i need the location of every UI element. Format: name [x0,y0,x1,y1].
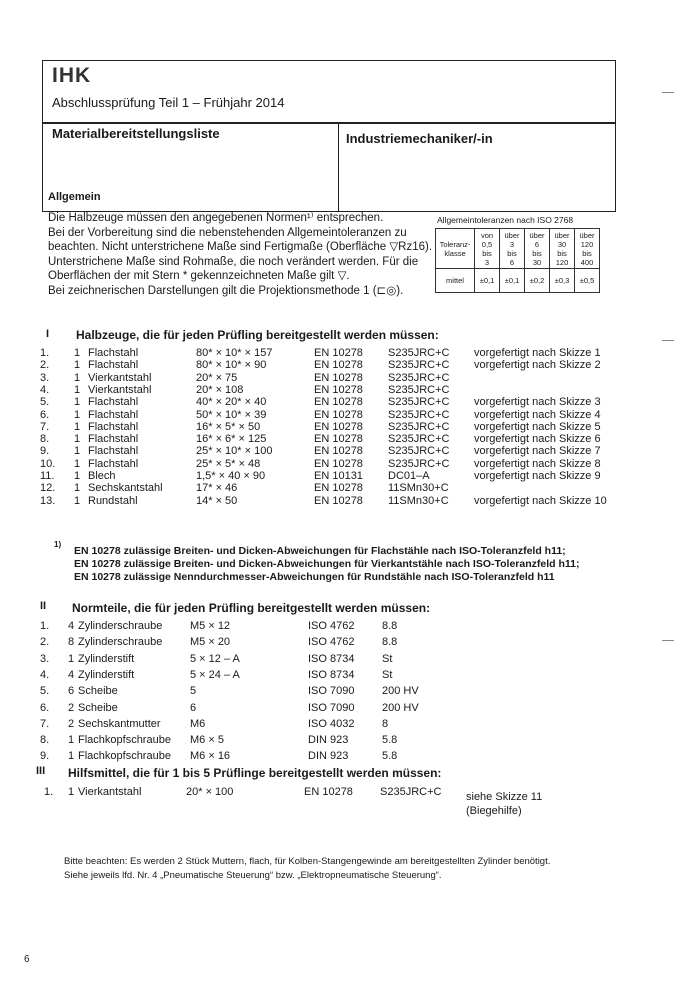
item-qty: 1 [74,445,81,458]
item-mat: S235JRC+C [388,433,450,446]
item-note: vorgefertigt nach Skizze 3 [474,396,601,409]
tol-value: ±0,1 [475,269,500,293]
general-line-4: Unterstrichene Maße sind Rohmaße, die noch verändert werden. Für die [48,255,419,268]
item-norm: EN 10278 [314,408,363,421]
item-name: Rundstahl [88,494,138,507]
item-no: 3. [40,371,50,384]
item-qty: 1 [74,433,81,446]
bottom-note-line-2: Siehe jeweils lfd. Nr. 4 „Pneumatische Steuerung“ bzw. „Elektropneumatische Steuerung“. [64,870,442,881]
item-mat: S235JRC+C [388,347,450,359]
tol-value: ±0,2 [525,269,550,293]
footnote-3: EN 10278 zulässige Nenndurchmesser-Abweichungen für Rundstähle nach ISO-Toleranzfeld h11 [74,571,555,583]
item-note: vorgefertigt nach Skizze 2 [474,359,601,372]
item-mat: S235JRC+C [388,371,450,384]
item-norm: EN 10278 [314,494,363,507]
item-note: vorgefertigt nach Skizze 7 [474,445,601,458]
margin-mark [662,340,674,341]
item-qty: 4 [68,668,75,681]
item-no: 3. [40,652,50,665]
tol-range: über 3 bis 6 [500,229,525,269]
item-qty: 1 [74,371,81,384]
item-note: vorgefertigt nach Skizze 1 [474,347,601,359]
item-no: 5. [40,396,50,409]
item-norm: EN 10278 [314,482,363,495]
item-qty: 8 [68,636,75,649]
tol-range: über 6 bis 30 [525,229,550,269]
section3-numeral: III [36,765,46,777]
item-qty: 1 [74,359,81,372]
item-no: 8. [40,433,50,446]
footnote-1: EN 10278 zulässige Breiten- und Dicken-Abweichungen für Flachstähle nach ISO-Toleranzfeld h11; [74,545,566,557]
item-mat: 200 HV [382,701,419,714]
general-line-1: Die Halbzeuge müssen den angegebenen Normen¹⁾ entsprechen. [48,212,384,224]
item-no: 12. [40,482,56,495]
item-norm: EN 10278 [314,396,363,409]
general-line-5: Oberflächen der mit Stern * gekennzeichneten Maße gilt ▽. [48,270,350,282]
item-norm: EN 10278 [314,383,363,396]
item-no: 1. [40,347,50,359]
item-dim: M6 × 16 [190,750,231,763]
item-norm: EN 10278 [314,420,363,433]
item-norm: EN 10278 [314,445,363,458]
item-dim: 16* × 5* × 50 [196,420,261,433]
item-note: siehe Skizze 11 [466,791,543,803]
item-dim: 5 × 12 – A [190,652,240,665]
title-divider [338,122,339,211]
ihk-logo: IHK [52,64,92,87]
tol-value: ±0,3 [550,269,575,293]
item-dim: M6 × 5 [190,734,224,747]
item-note: vorgefertigt nach Skizze 6 [474,433,601,446]
margin-mark [662,92,674,93]
item-qty: 1 [68,750,75,763]
item-no: 11. [40,470,55,482]
item-dim: 25* × 10* × 100 [196,445,273,458]
general-text [48,211,438,298]
item-name: Zylinderschraube [78,620,163,632]
tol-value: ±0,1 [500,269,525,293]
item-norm: ISO 8734 [308,668,355,681]
item-note: vorgefertigt nach Skizze 9 [474,470,601,482]
item-mat: S235JRC+C [388,396,450,409]
item-name: Flachkopfschraube [78,750,171,763]
item-name: Vierkantstahl [78,786,142,798]
item-no: 8. [40,734,50,747]
item-name: Flachstahl [88,359,139,372]
tol-class-label: Toleranz- klasse [436,229,475,269]
item-mat: 11SMn30+C [388,494,449,507]
item-mat: St [382,652,393,665]
item-dim: 50* × 10* × 39 [196,408,267,421]
item-dim: 40* × 20* × 40 [196,396,267,409]
item-norm: ISO 7090 [308,685,355,698]
item-qty: 6 [68,685,75,698]
list-title: Materialbereitstellungsliste [52,126,220,141]
item-norm: ISO 4762 [308,636,355,649]
item-mat: S235JRC+C [388,420,450,433]
general-line-2: Bei der Vorbereitung sind die nebenstehenden Allgemeintoleranzen zu [48,226,407,239]
general-line-3: beachten. Nicht unterstrichene Maße sind Fertigmaße (Oberfläche ▽Rz16). [48,241,433,253]
item-note-2: (Biegehilfe) [466,805,522,817]
item-name: Zylinderstift [78,652,135,665]
item-norm: ISO 8734 [308,652,355,665]
exam-title: Abschlussprüfung Teil 1 – Frühjahr 2014 [52,95,285,110]
item-name: Flachstahl [88,457,139,470]
item-no: 7. [40,717,50,730]
item-name: Flachstahl [88,420,139,433]
item-qty: 1 [74,396,81,409]
item-qty: 1 [74,470,81,482]
section1-numeral: I [46,328,50,340]
item-no: 7. [40,420,50,433]
item-name: Flachstahl [88,408,139,421]
tol-class: mittel [436,269,475,293]
margin-mark [662,640,674,641]
footnote-2: EN 10278 zulässige Breiten- und Dicken-Abweichungen für Vierkantstähle nach ISO-Toleranzfeld h11; [74,558,580,570]
item-qty: 1 [68,734,75,747]
item-norm: DIN 923 [308,750,349,763]
tolerance-caption: Allgemeintoleranzen nach ISO 2768 [437,215,574,225]
tolerance-table [435,228,600,293]
section2-numeral: II [40,600,47,612]
item-qty: 1 [68,652,75,665]
item-mat: 5.8 [382,750,398,763]
item-norm: ISO 7090 [308,701,355,714]
bottom-note-line-1: Bitte beachten: Es werden 2 Stück Muttern, flach, für Kolben-Stangengewinde am bereitgestellten Zylinder benötigt. [64,856,551,867]
item-no: 2. [40,359,50,372]
item-no: 2. [40,636,50,649]
item-name: Scheibe [78,685,118,698]
item-note: vorgefertigt nach Skizze 8 [474,457,601,470]
item-no: 10. [40,457,56,470]
page-number: 6 [24,954,30,965]
item-no: 5. [40,685,50,698]
item-no: 6. [40,701,50,714]
item-norm: DIN 923 [308,734,349,747]
item-name: Zylinderstift [78,668,135,681]
item-dim: 20* × 75 [196,371,238,384]
item-qty: 1 [74,408,81,421]
item-name: Blech [88,470,116,482]
footnotes [74,545,580,584]
item-mat: 11SMn30+C [388,482,449,495]
item-qty: 1 [74,347,81,359]
item-dim: M5 × 20 [190,636,231,649]
item-name: Sechskantstahl [88,482,163,495]
item-mat: DC01–A [388,470,430,482]
item-norm: ISO 4762 [308,620,355,632]
item-name: Vierkantstahl [88,383,152,396]
item-mat: S235JRC+C [388,383,450,396]
item-name: Zylinderschraube [78,636,163,649]
item-name: Vierkantstahl [88,371,152,384]
item-dim: M5 × 12 [190,620,231,632]
item-dim: 80* × 10* × 157 [196,347,273,359]
item-mat: 200 HV [382,685,419,698]
item-norm: EN 10278 [314,457,363,470]
item-mat: S235JRC+C [380,786,442,798]
item-note: vorgefertigt nach Skizze 5 [474,420,601,433]
item-no: 9. [40,750,50,763]
section2-title: Normteile, die für jeden Prüfling bereitgestellt werden müssen: [72,601,431,615]
item-qty: 1 [74,482,81,495]
item-name: Flachstahl [88,347,139,359]
item-qty: 2 [68,717,75,730]
item-name: Scheibe [78,701,118,714]
item-mat: 8.8 [382,636,398,649]
item-name: Flachstahl [88,396,139,409]
item-mat: 5.8 [382,734,398,747]
item-no: 13. [40,494,56,507]
item-norm: EN 10278 [314,371,363,384]
bottom-note [64,855,550,883]
item-qty: 2 [68,701,75,714]
item-dim: 5 [190,685,197,698]
item-no: 4. [40,668,50,681]
item-dim: 16* × 6* × 125 [196,433,267,446]
item-qty: 1 [74,383,81,396]
item-no: 4. [40,383,50,396]
item-norm: ISO 4032 [308,717,355,730]
item-dim: 14* × 50 [196,494,238,507]
item-qty: 4 [68,620,75,632]
item-note: vorgefertigt nach Skizze 4 [474,408,601,421]
item-dim: 17* × 46 [196,482,238,495]
item-norm: EN 10131 [314,470,363,482]
tol-range: von 0,5 bis 3 [475,229,500,269]
item-dim: 20* × 100 [186,786,234,798]
item-dim: 6 [190,701,197,714]
item-qty: 1 [74,420,81,433]
item-mat: S235JRC+C [388,359,450,372]
item-qty: 1 [74,494,81,507]
item-mat: 8 [382,717,389,730]
tol-range: über 30 bis 120 [550,229,575,269]
item-name: Flachstahl [88,433,139,446]
item-mat: St [382,668,393,681]
tol-range: über 120 bis 400 [575,229,600,269]
item-no: 1. [40,620,50,632]
item-no: 6. [40,408,50,421]
item-norm: EN 10278 [304,786,353,798]
item-dim: 80* × 10* × 90 [196,359,267,372]
general-heading: Allgemein [48,191,101,203]
general-line-6: Bei zeichnerischen Darstellungen gilt die Projektionsmethode 1 (⊏◎). [48,284,404,297]
item-dim: 25* × 5* × 48 [196,457,261,470]
header-box [42,60,616,124]
item-norm: EN 10278 [314,347,363,359]
section3-title: Hilfsmittel, die für 1 bis 5 Prüflinge bereitgestellt werden müssen: [68,766,442,780]
item-qty: 1 [68,786,75,798]
item-no: 9. [40,445,50,458]
item-dim: 1,5* × 40 × 90 [196,470,266,482]
item-dim: M6 [190,717,206,730]
item-dim: 20* × 108 [196,383,244,396]
item-dim: 5 × 24 – A [190,668,240,681]
item-mat: 8.8 [382,620,398,632]
item-norm: EN 10278 [314,433,363,446]
item-mat: S235JRC+C [388,445,450,458]
profession-title: Industriemechaniker/-in [346,131,493,146]
item-no: 1. [44,786,54,798]
item-name: Sechskantmutter [78,717,161,730]
item-mat: S235JRC+C [388,408,450,421]
item-note: vorgefertigt nach Skizze 10 [474,494,607,507]
footnote-mark: 1) [54,540,62,549]
item-norm: EN 10278 [314,359,363,372]
item-name: Flachstahl [88,445,139,458]
item-name: Flachkopfschraube [78,734,171,747]
item-mat: S235JRC+C [388,457,450,470]
item-qty: 1 [74,457,81,470]
tol-value: ±0,5 [575,269,600,293]
section1-title: Halbzeuge, die für jeden Prüfling bereitgestellt werden müssen: [76,328,439,342]
